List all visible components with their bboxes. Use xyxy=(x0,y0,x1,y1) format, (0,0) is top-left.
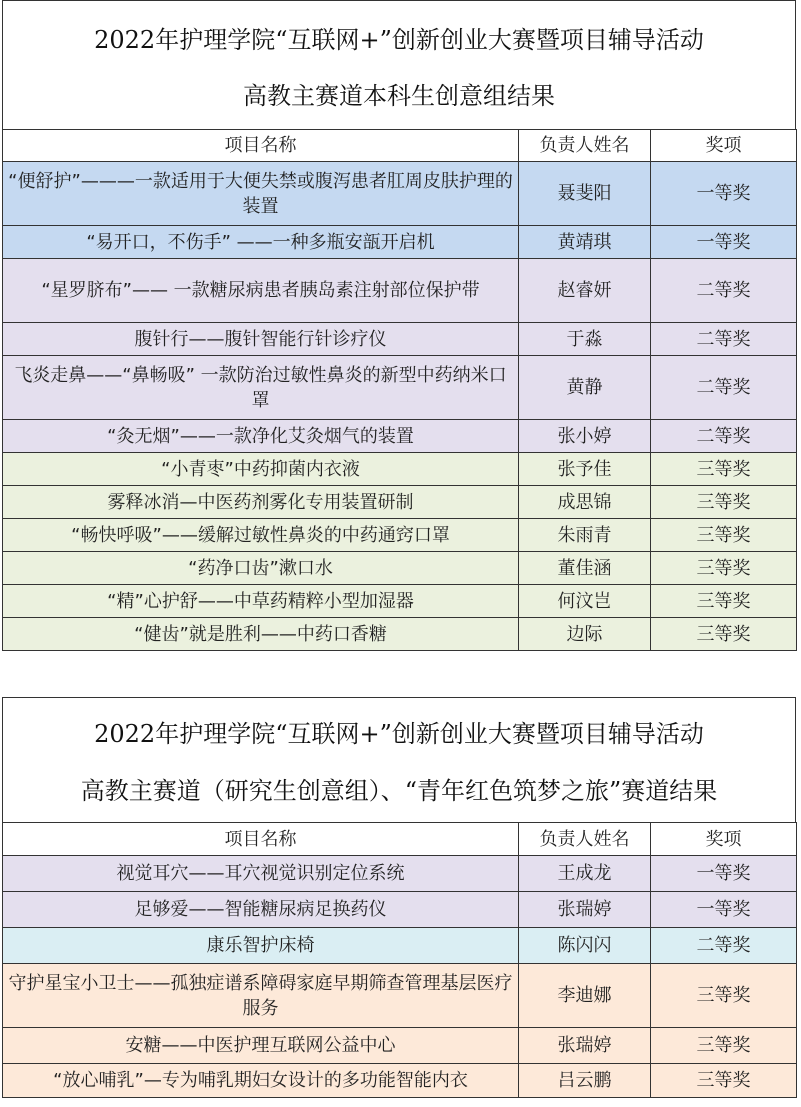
table-title-box xyxy=(2,697,796,822)
table-title-line2: 高教主赛道（研究生创意组）、“青年红色筑梦之旅”赛道结果 xyxy=(80,777,718,805)
table-row xyxy=(3,964,797,1028)
table-row xyxy=(3,552,797,585)
table-row xyxy=(3,1064,797,1098)
table-title-line1: 2022年护理学院“互联网+”创新创业大赛暨项目辅导活动 xyxy=(94,26,704,54)
project-name-cell: 守护星宝小卫士——孤独症谱系障碍家庭早期筛查管理基层医疗服务 xyxy=(3,964,519,1028)
table-row xyxy=(3,928,797,964)
project-name-cell: “小青枣”中药抑菌内衣液 xyxy=(3,453,519,486)
leader-name-cell: 张瑞婷 xyxy=(519,892,651,928)
header-project-name: 项目名称 xyxy=(3,823,519,856)
table-row xyxy=(3,453,797,486)
table-row xyxy=(3,856,797,892)
header-award: 奖项 xyxy=(651,130,797,162)
table-row xyxy=(3,259,797,323)
table-row xyxy=(3,420,797,453)
leader-name-cell: 李迪娜 xyxy=(519,964,651,1028)
leader-name-cell: 边际 xyxy=(519,618,651,651)
leader-name-cell: 黄静 xyxy=(519,356,651,420)
project-name-cell: 雾释冰消—中医药剂雾化专用装置研制 xyxy=(3,486,519,519)
leader-name-cell: 张小婷 xyxy=(519,420,651,453)
project-name-cell: 康乐智护床椅 xyxy=(3,928,519,964)
project-name-cell: “放心哺乳”—专为哺乳期妇女设计的多功能智能内衣 xyxy=(3,1064,519,1098)
award-cell: 三等奖 xyxy=(651,964,797,1028)
results-block-graduate xyxy=(2,697,796,1098)
project-name-cell: 安糖——中医护理互联网公益中心 xyxy=(3,1028,519,1064)
project-name-cell: 足够爱——智能糖尿病足换药仪 xyxy=(3,892,519,928)
project-name-cell: 视觉耳穴——耳穴视觉识别定位系统 xyxy=(3,856,519,892)
leader-name-cell: 张瑞婷 xyxy=(519,1028,651,1064)
results-table-graduate xyxy=(2,822,797,1098)
table-title-line2: 高教主赛道本科生创意组结果 xyxy=(243,82,555,110)
table-title-line1: 2022年护理学院“互联网+”创新创业大赛暨项目辅导活动 xyxy=(94,720,704,748)
leader-name-cell: 陈闪闪 xyxy=(519,928,651,964)
project-name-cell: 腹针行——腹针智能行针诊疗仪 xyxy=(3,323,519,356)
award-cell: 三等奖 xyxy=(651,519,797,552)
table-row xyxy=(3,226,797,259)
header-award: 奖项 xyxy=(651,823,797,856)
leader-name-cell: 何汶岂 xyxy=(519,585,651,618)
award-cell: 二等奖 xyxy=(651,928,797,964)
table-row xyxy=(3,1028,797,1064)
table-row xyxy=(3,519,797,552)
award-cell: 一等奖 xyxy=(651,856,797,892)
header-leader-name: 负责人姓名 xyxy=(519,823,651,856)
project-name-cell: “药净口齿”漱口水 xyxy=(3,552,519,585)
header-project-name: 项目名称 xyxy=(3,130,519,162)
award-cell: 三等奖 xyxy=(651,585,797,618)
award-cell: 三等奖 xyxy=(651,453,797,486)
project-name-cell: “健齿”就是胜利——中药口香糖 xyxy=(3,618,519,651)
award-cell: 三等奖 xyxy=(651,552,797,585)
table-row xyxy=(3,162,797,226)
leader-name-cell: 于淼 xyxy=(519,323,651,356)
table-row xyxy=(3,356,797,420)
project-name-cell: “灸无烟”——一款净化艾灸烟气的装置 xyxy=(3,420,519,453)
project-name-cell: “畅快呼吸”——缓解过敏性鼻炎的中药通窍口罩 xyxy=(3,519,519,552)
results-block-undergraduate xyxy=(2,0,796,651)
table-header-row xyxy=(3,130,797,162)
table-row xyxy=(3,618,797,651)
award-cell: 三等奖 xyxy=(651,1028,797,1064)
table-title-box xyxy=(2,0,796,129)
project-name-cell: “精”心护舒——中草药精粹小型加湿器 xyxy=(3,585,519,618)
project-name-cell: “星罗脐布”—— 一款糖尿病患者胰岛素注射部位保护带 xyxy=(3,259,519,323)
award-cell: 一等奖 xyxy=(651,162,797,226)
award-cell: 三等奖 xyxy=(651,486,797,519)
award-cell: 一等奖 xyxy=(651,892,797,928)
leader-name-cell: 董佳涵 xyxy=(519,552,651,585)
leader-name-cell: 王成龙 xyxy=(519,856,651,892)
table-row xyxy=(3,486,797,519)
leader-name-cell: 黄靖琪 xyxy=(519,226,651,259)
table-row xyxy=(3,892,797,928)
project-name-cell: “易开口，不伤手” ——一种多瓶安瓿开启机 xyxy=(3,226,519,259)
leader-name-cell: 成思锦 xyxy=(519,486,651,519)
award-cell: 二等奖 xyxy=(651,420,797,453)
leader-name-cell: 赵睿妍 xyxy=(519,259,651,323)
leader-name-cell: 张予佳 xyxy=(519,453,651,486)
table-row xyxy=(3,323,797,356)
table-header-row xyxy=(3,823,797,856)
award-cell: 一等奖 xyxy=(651,226,797,259)
project-name-cell: “便舒护”———一款适用于大便失禁或腹泻患者肛周皮肤护理的装置 xyxy=(3,162,519,226)
award-cell: 二等奖 xyxy=(651,259,797,323)
leader-name-cell: 朱雨青 xyxy=(519,519,651,552)
leader-name-cell: 聂斐阳 xyxy=(519,162,651,226)
award-cell: 三等奖 xyxy=(651,618,797,651)
table-row xyxy=(3,585,797,618)
results-table-undergraduate xyxy=(2,129,797,651)
award-cell: 三等奖 xyxy=(651,1064,797,1098)
header-leader-name: 负责人姓名 xyxy=(519,130,651,162)
project-name-cell: 飞炎走鼻——“鼻畅吸” 一款防治过敏性鼻炎的新型中药纳米口罩 xyxy=(3,356,519,420)
award-cell: 二等奖 xyxy=(651,356,797,420)
award-cell: 二等奖 xyxy=(651,323,797,356)
leader-name-cell: 吕云鹏 xyxy=(519,1064,651,1098)
